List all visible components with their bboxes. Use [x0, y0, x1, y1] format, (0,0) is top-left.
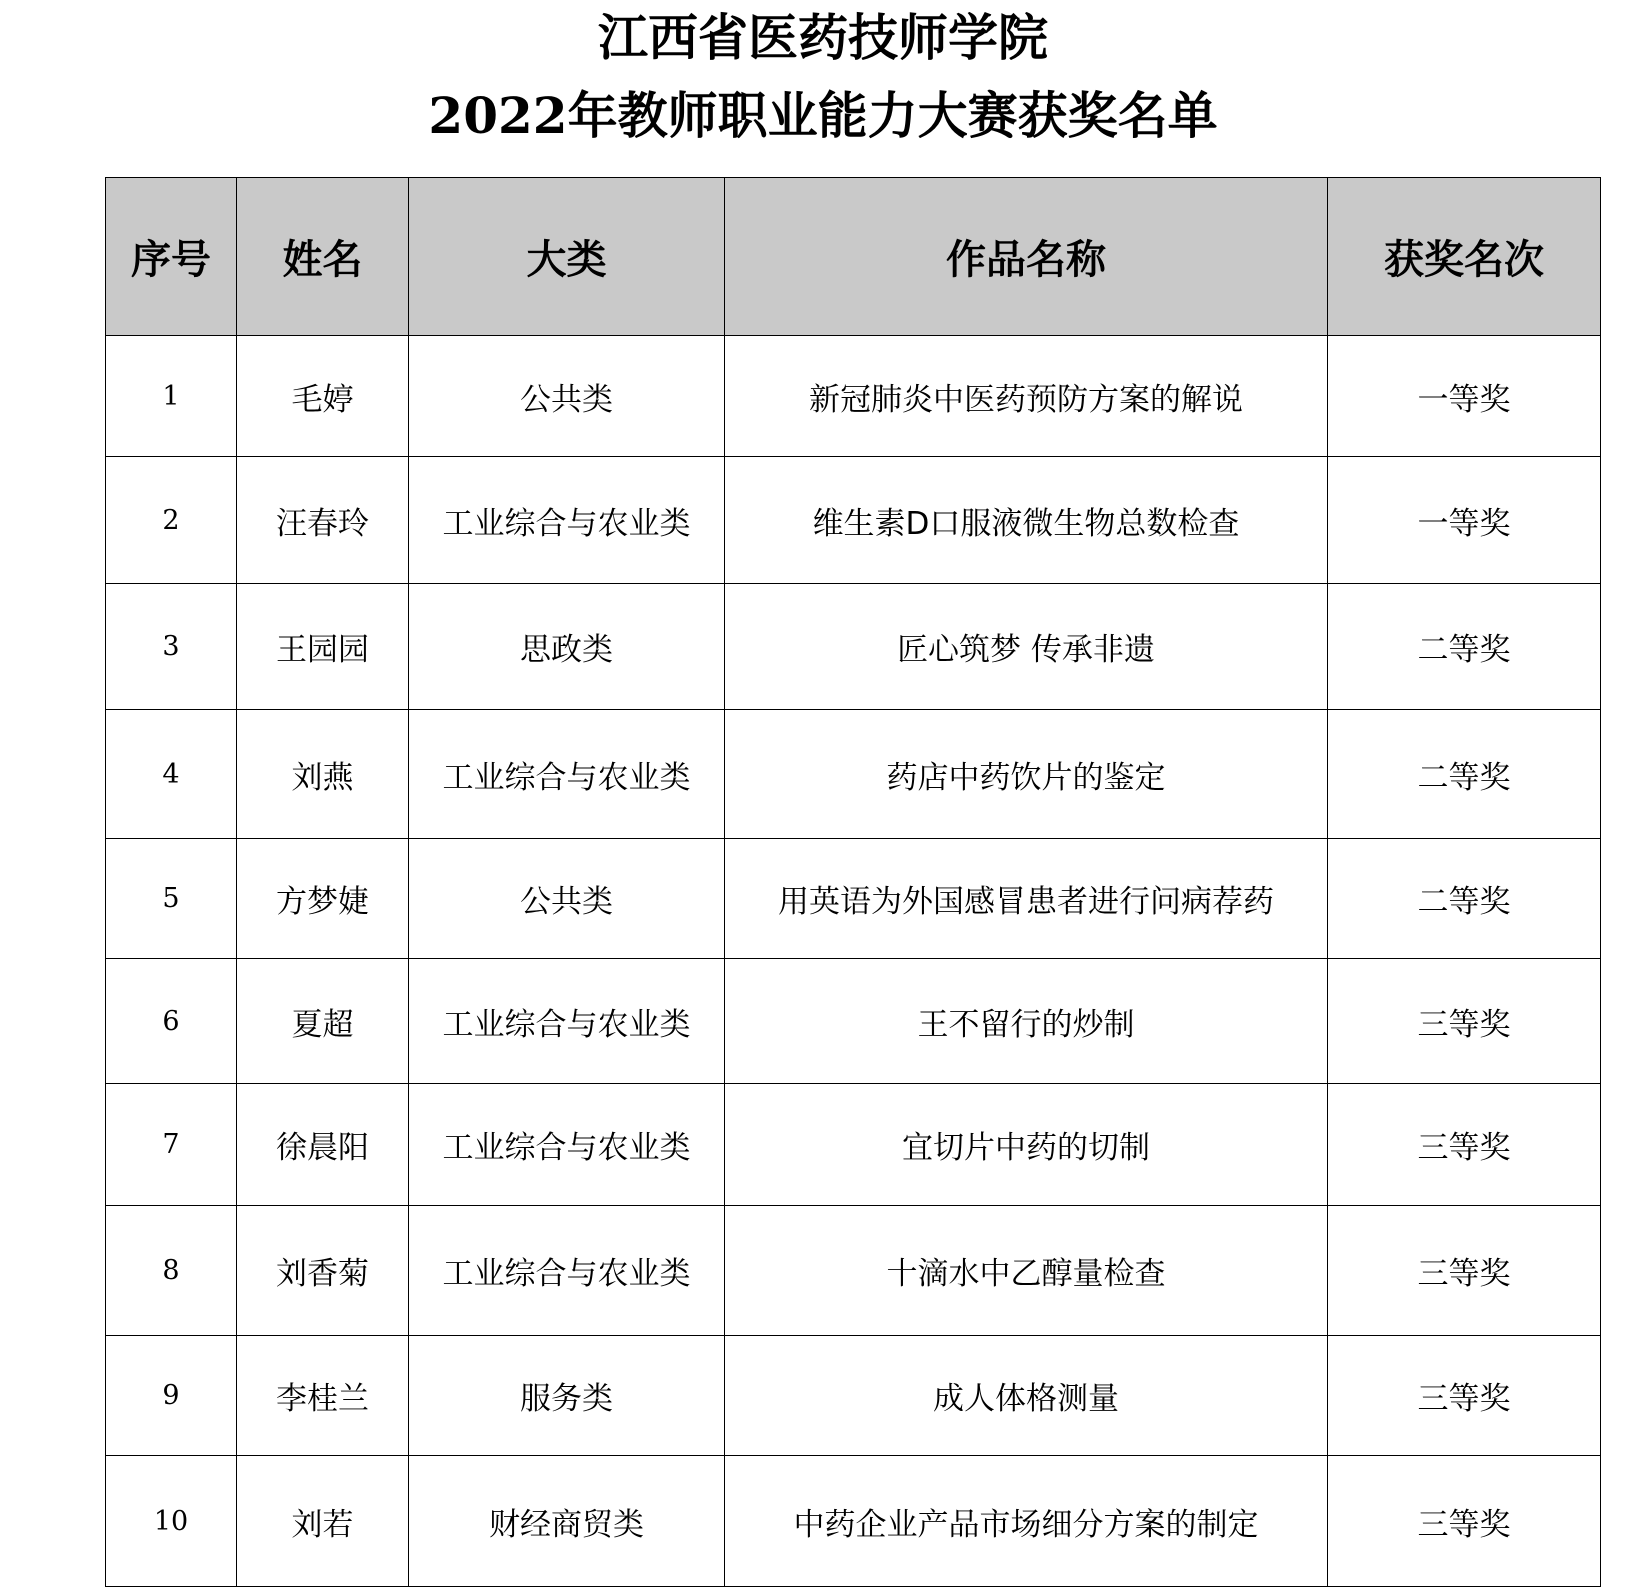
cell-no: 4 [106, 710, 237, 839]
cell-award: 一等奖 [1328, 336, 1601, 457]
award-table [105, 177, 1601, 1587]
cell-award: 三等奖 [1328, 1456, 1601, 1587]
header-no: 序号 [106, 178, 237, 336]
cell-category: 思政类 [409, 584, 725, 710]
cell-name: 刘若 [237, 1456, 409, 1587]
cell-award: 二等奖 [1328, 710, 1601, 839]
cell-work: 王不留行的炒制 [725, 959, 1328, 1084]
cell-no: 2 [106, 457, 237, 584]
cell-category: 财经商贸类 [409, 1456, 725, 1587]
cell-no: 9 [106, 1336, 237, 1456]
table-row [106, 1336, 1601, 1456]
cell-category: 公共类 [409, 839, 725, 959]
cell-name: 方梦婕 [237, 839, 409, 959]
cell-name: 刘燕 [237, 710, 409, 839]
header-name: 姓名 [237, 178, 409, 336]
cell-work: 维生素D口服液微生物总数检查 [725, 457, 1328, 584]
header-category: 大类 [409, 178, 725, 336]
table-row [106, 457, 1601, 584]
table-row [106, 336, 1601, 457]
cell-no: 7 [106, 1084, 237, 1206]
document-subtitle: 2022年教师职业能力大赛获奖名单 [428, 86, 1218, 145]
cell-work: 成人体格测量 [725, 1336, 1328, 1456]
cell-award: 三等奖 [1328, 1206, 1601, 1336]
header-award: 获奖名次 [1328, 178, 1601, 336]
cell-award: 一等奖 [1328, 457, 1601, 584]
cell-name: 夏超 [237, 959, 409, 1084]
cell-work: 中药企业产品市场细分方案的制定 [725, 1456, 1328, 1587]
cell-work: 用英语为外国感冒患者进行问病荐药 [725, 839, 1328, 959]
table-row [106, 1456, 1601, 1587]
cell-category: 工业综合与农业类 [409, 1206, 725, 1336]
cell-work: 药店中药饮片的鉴定 [725, 710, 1328, 839]
cell-award: 三等奖 [1328, 1084, 1601, 1206]
cell-work: 十滴水中乙醇量检查 [725, 1206, 1328, 1336]
cell-category: 公共类 [409, 336, 725, 457]
cell-name: 李桂兰 [237, 1336, 409, 1456]
table-row [106, 959, 1601, 1084]
cell-award: 二等奖 [1328, 584, 1601, 710]
table-row [106, 584, 1601, 710]
cell-name: 毛婷 [237, 336, 409, 457]
cell-award: 三等奖 [1328, 959, 1601, 1084]
cell-name: 徐晨阳 [237, 1084, 409, 1206]
header-row [106, 178, 1601, 336]
cell-no: 1 [106, 336, 237, 457]
header-work: 作品名称 [725, 178, 1328, 336]
cell-no: 10 [106, 1456, 237, 1587]
table-row [106, 710, 1601, 839]
table-row [106, 1206, 1601, 1336]
cell-name: 刘香菊 [237, 1206, 409, 1336]
cell-work: 新冠肺炎中医药预防方案的解说 [725, 336, 1328, 457]
cell-category: 工业综合与农业类 [409, 710, 725, 839]
cell-no: 8 [106, 1206, 237, 1336]
cell-category: 服务类 [409, 1336, 725, 1456]
cell-name: 汪春玲 [237, 457, 409, 584]
document-title: 江西省医药技师学院 [598, 8, 1048, 67]
cell-no: 5 [106, 839, 237, 959]
cell-no: 6 [106, 959, 237, 1084]
cell-category: 工业综合与农业类 [409, 959, 725, 1084]
cell-award: 二等奖 [1328, 839, 1601, 959]
cell-award: 三等奖 [1328, 1336, 1601, 1456]
table-row [106, 1084, 1601, 1206]
cell-category: 工业综合与农业类 [409, 1084, 725, 1206]
cell-no: 3 [106, 584, 237, 710]
cell-name: 王园园 [237, 584, 409, 710]
cell-category: 工业综合与农业类 [409, 457, 725, 584]
cell-work: 匠心筑梦 传承非遗 [725, 584, 1328, 710]
table-row [106, 839, 1601, 959]
cell-work: 宜切片中药的切制 [725, 1084, 1328, 1206]
